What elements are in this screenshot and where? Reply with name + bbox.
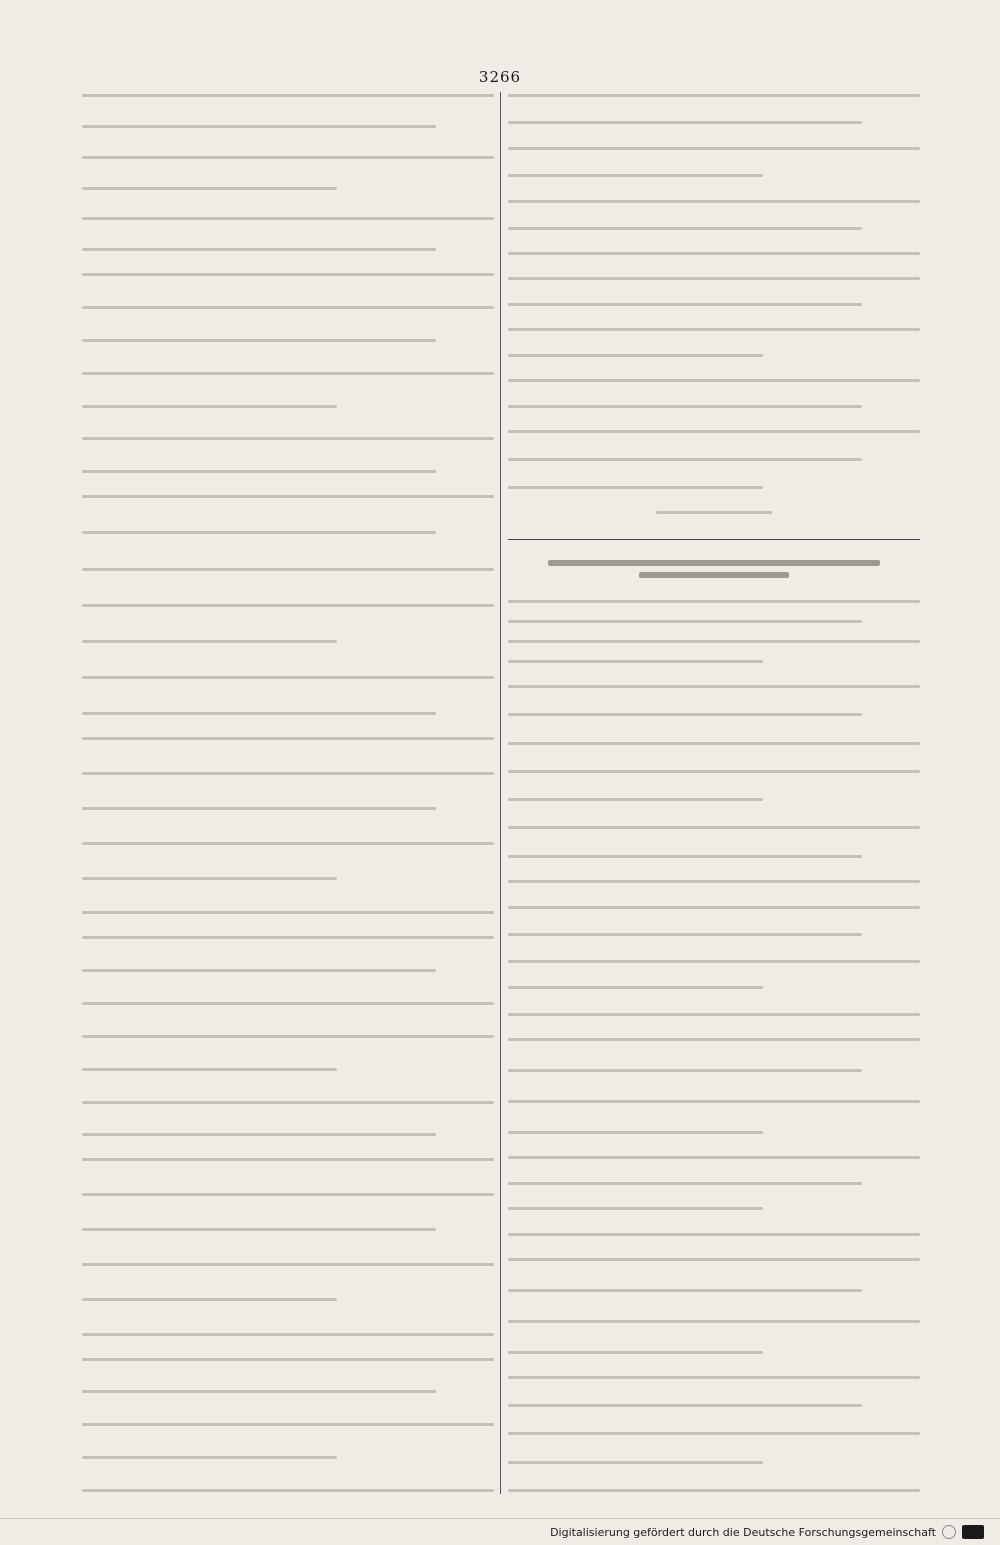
article-heading [508,558,920,580]
link-icon[interactable] [942,1525,956,1539]
text-placeholder [82,735,494,916]
text-placeholder [508,683,920,860]
dfg-logo-icon [962,1525,984,1539]
right-column [508,92,920,1494]
text-placeholder [82,934,494,1138]
footer-text: Digitalisierung gefördert durch die Deutsche Forschungsgemeinschaft [550,1525,936,1539]
text-placeholder [656,509,771,521]
text-placeholder [508,878,920,1018]
text-placeholder [82,1156,494,1337]
text-placeholder [82,92,494,253]
text-placeholder [508,1036,920,1136]
text-placeholder [82,493,494,717]
text-placeholder [82,271,494,475]
text-placeholder [508,1374,920,1494]
section-rule [508,539,920,540]
text-placeholder [508,428,920,492]
page-number: 3266 [478,68,522,86]
text-placeholder [508,598,920,665]
column-divider [500,92,501,1494]
text-placeholder [82,1356,494,1494]
signature-line [508,509,920,521]
text-placeholder [508,1154,920,1237]
footer [550,1522,984,1542]
footer-rule [0,1518,1000,1519]
text-placeholder [508,92,920,232]
text-placeholder [508,1256,920,1356]
text-placeholder [508,250,920,410]
left-column [82,92,494,1494]
